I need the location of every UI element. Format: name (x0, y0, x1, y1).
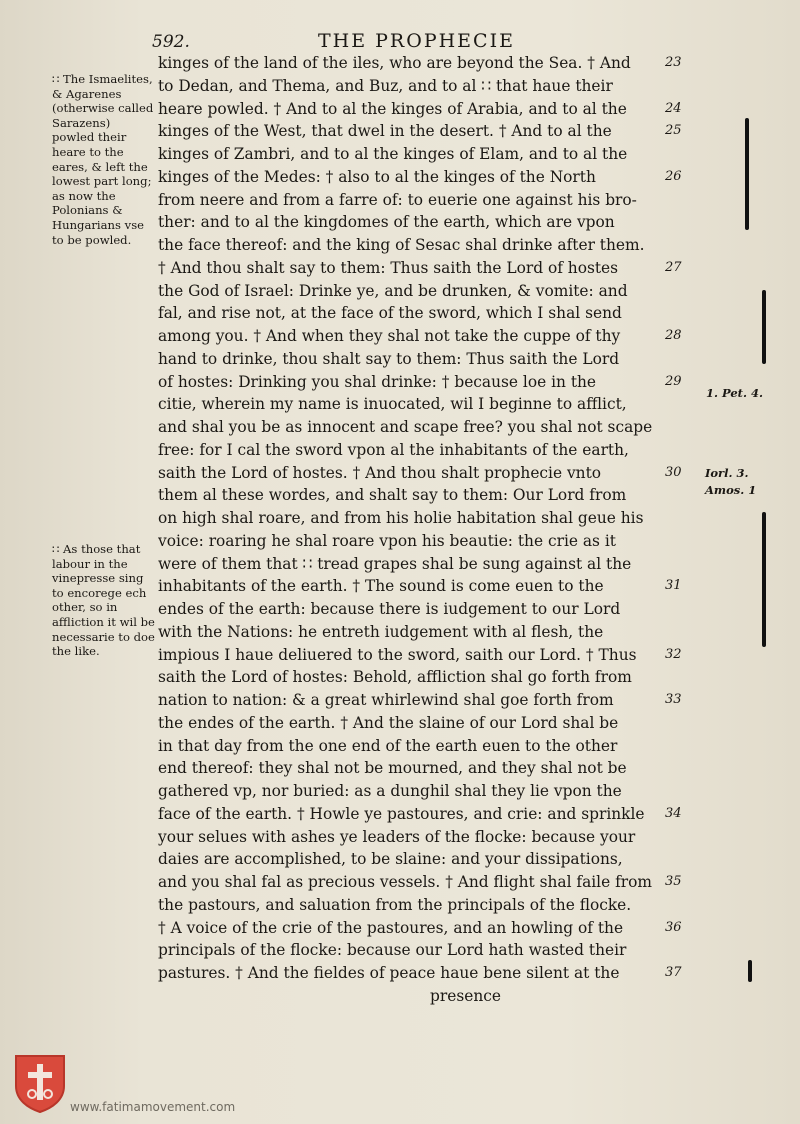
verse-number: 30 (665, 464, 682, 480)
text-line: were of them that ∷ tread grapes shal be sung against al the (158, 554, 632, 573)
text-line: inhabitants of the earth. † The sound is come euen to the (158, 577, 604, 596)
verse-number: 25 (665, 123, 682, 139)
verse-number (665, 848, 693, 871)
text-line: to Dedan, and Thema, and Buz, and to al ∷ that haue their (158, 76, 613, 95)
margin-ink-rule (762, 290, 766, 364)
verse-number: 26 (665, 168, 682, 184)
text-line: citie, wherein my name is inuocated, wil I beginne to afflict, (158, 395, 627, 414)
text-line: fal, and rise not, at the face of the sword, which I shal send (158, 304, 622, 323)
verse-number-column (665, 52, 693, 1008)
verse-number: 33 (665, 692, 682, 707)
text-line: impious I haue deliuered to the sword, saith our Lord. † Thus (158, 645, 637, 664)
verse-number (665, 143, 693, 166)
text-line: end thereof: they shal not be mourned, and they shal not be (158, 759, 627, 778)
margin-ink-rule (745, 118, 749, 230)
text-line: daies are accomplished, to be slaine: and your dissipations, (158, 850, 623, 869)
text-line: kinges of the Medes: † also to al the kinges of the North (158, 167, 596, 186)
verse-number (665, 553, 693, 576)
verse-number (665, 280, 693, 303)
verse-number (665, 985, 693, 1008)
verse-number: 31 (665, 578, 682, 594)
verse-number (665, 234, 693, 257)
verse-number (665, 598, 693, 621)
text-line: ther: and to al the kingdomes of the earth, which are vpon (158, 213, 615, 232)
text-line: face of the earth. † Howle ye pastoures, and crie: and sprinkle (158, 804, 645, 823)
text-line: in that day from the one end of the earth euen to the other (158, 736, 618, 755)
text-line: saith the Lord of hostes: Behold, affliction shal go forth from (158, 668, 632, 687)
text-line: and you shal fal as precious vessels. † And flight shal faile from (158, 873, 653, 891)
margin-ink-rule (762, 512, 766, 647)
verse-number: 32 (665, 646, 682, 662)
text-line: your selues with ashes ye leaders of the flocke: because your (158, 827, 636, 846)
footer-url: www.fatimamovement.com (70, 1100, 236, 1114)
verse-number (665, 507, 693, 530)
page-number: 592. (152, 32, 190, 52)
text-line: saith the Lord of hostes. † And thou shalt prophecie vnto (158, 463, 602, 482)
text-line: from neere and from a farre of: to euerie one against his bro- (158, 190, 637, 209)
text-line: kinges of the land of the iles, who are beyond the Sea. † And (158, 54, 631, 72)
text-line: free: for I cal the sword vpon al the inhabitants of the earth, (158, 440, 629, 459)
cross-reference-ioel: Iorl. 3. (705, 466, 749, 480)
verse-number (665, 939, 693, 962)
text-line: principals of the flocke: because our Lord hath wasted their (158, 941, 627, 960)
verse-number (665, 211, 693, 234)
verse-number (665, 439, 693, 462)
margin-ink-rule (748, 960, 752, 982)
fatima-movement-logo-icon (12, 1052, 68, 1114)
text-line: endes of the earth: because there is iudgement to our Lord (158, 600, 621, 618)
text-line: them al these wordes, and shalt say to them: Our Lord from (158, 486, 627, 505)
verse-number (665, 484, 693, 507)
cross-reference-amos: Amos. 1 (705, 483, 757, 497)
scripture-text (158, 52, 686, 1008)
text-line: gathered vp, nor buried: as a dunghil shal they lie vpon the (158, 782, 622, 800)
text-line: on high shal roare, and from his holie habitation shal geue his (158, 509, 644, 527)
text-line: heare powled. † And to al the kinges of Arabia, and to al the (158, 99, 627, 118)
verse-number (665, 735, 693, 758)
text-line: with the Nations: he entreth iudgement with al flesh, the (158, 622, 604, 641)
verse-number: 34 (665, 805, 682, 821)
cross-reference-peter: 1. Pet. 4. (706, 386, 763, 400)
text-line: and shal you be as innocent and scape free? you shal not scape (158, 418, 653, 436)
verse-number (665, 826, 693, 849)
text-line: kinges of Zambri, and to al the kinges of Elam, and to al the (158, 145, 628, 163)
text-line: † And thou shalt say to them: Thus saith the Lord of hostes (158, 258, 619, 277)
text-line: among you. † And when they shal not take the cuppe of thy (158, 327, 621, 345)
verse-number (665, 894, 693, 917)
verse-number (665, 757, 693, 780)
text-line: † A voice of the crie of the pastoures, and an howling of the (158, 918, 624, 937)
verse-number: 24 (665, 100, 682, 116)
verse-number: 23 (665, 55, 682, 70)
verse-number (665, 189, 693, 212)
verse-number (665, 302, 693, 325)
verse-number: 29 (665, 373, 682, 389)
verse-number (665, 712, 693, 735)
text-line: the endes of the earth. † And the slaine of our Lord shal be (158, 713, 619, 732)
text-line: hand to drinke, thou shalt say to them: Thus saith the Lord (158, 349, 620, 368)
verse-number (665, 530, 693, 553)
running-head: THE PROPHECIE (318, 30, 515, 52)
text-line: the face thereof: and the king of Sesac shal drinke after them. (158, 236, 645, 254)
text-line: the God of Israel: Drinke ye, and be drunken, & vomite: and (158, 281, 628, 300)
text-line: pastures. † And the fieldes of peace haue bene silent at the (158, 964, 620, 982)
text-line: kinges of the West, that dwel in the desert. † And to al the (158, 122, 612, 141)
verse-number (665, 780, 693, 803)
margin-note-vinepresse: ∷ As those that labour in the vinepresse sing to encorege ech other, so in affliction it wil be necessarie to doe the like. (52, 542, 155, 659)
verse-number: 35 (665, 874, 682, 889)
text-line: presence (430, 986, 501, 1005)
verse-number: 37 (665, 965, 682, 980)
text-line: voice: roaring he shal roare vpon his beautie: the crie as it (158, 531, 616, 550)
margin-note-ismaelites: ∷ The Ismaelites, & Agarenes (otherwise called Sarazens) powled their heare to the eares, & left the lowest part long; as now the Polonians & Hungarians vse to be powled. (52, 72, 154, 247)
verse-number (665, 393, 693, 416)
verse-number (665, 348, 693, 371)
verse-number (665, 666, 693, 689)
verse-number: 27 (665, 259, 682, 275)
verse-number (665, 416, 693, 439)
text-line: nation to nation: & a great whirlewind shal goe forth from (158, 691, 614, 709)
verse-number (665, 621, 693, 644)
verse-number (665, 75, 693, 98)
text-line: the pastours, and saluation from the principals of the flocke. (158, 895, 632, 914)
text-line: of hostes: Drinking you shal drinke: † because loe in the (158, 372, 597, 391)
verse-number: 28 (665, 328, 682, 343)
verse-number: 36 (665, 919, 682, 935)
